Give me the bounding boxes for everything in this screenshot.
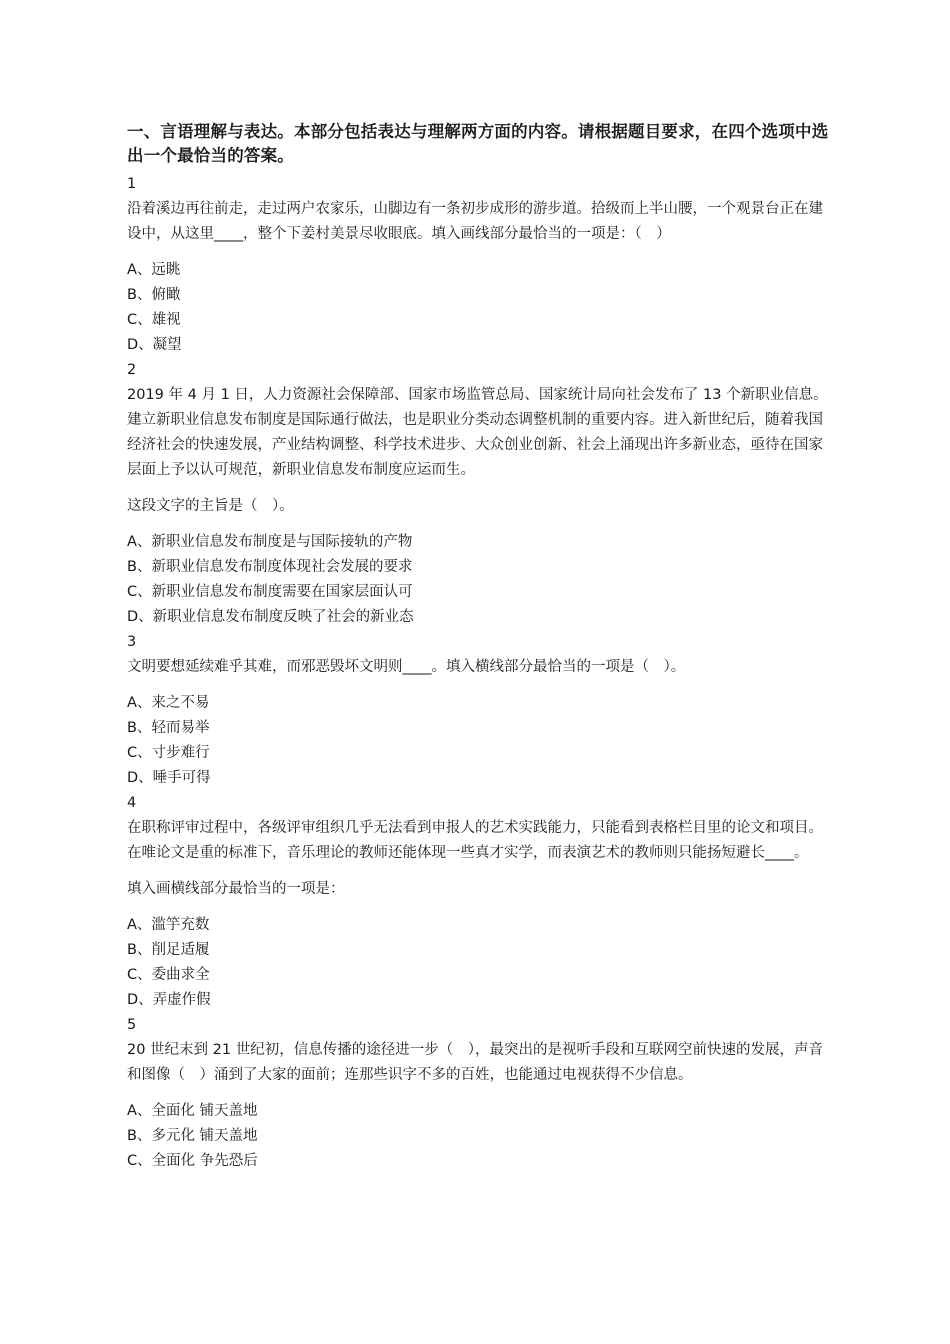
- option-d: D、凝望: [127, 337, 182, 353]
- option-list: [127, 530, 832, 630]
- question-number: 1: [127, 176, 137, 192]
- option-d: D、唾手可得: [127, 770, 211, 786]
- option-a: A、全面化 铺天盖地: [127, 1103, 258, 1119]
- question-stem: 填入画横线部分最恰当的一项是：: [127, 881, 345, 897]
- option-c: C、委曲求全: [127, 967, 210, 983]
- option-c: C、寸步难行: [127, 745, 210, 761]
- option-list: [127, 1099, 832, 1174]
- question-stem: 这段文字的主旨是（ ）。: [127, 498, 294, 514]
- question-stem: 沿着溪边再往前走，走过两户农家乐，山脚边有一条初步成形的游步道。拾级而上半山腰，一个观景台正在建设中，从这里____，整个下姜村美景尽收眼底。填入画线部分最恰当的一项是：（ ）: [127, 201, 823, 242]
- option-b: B、俯瞰: [127, 287, 181, 303]
- question-stem: 文明要想延续难乎其难，而邪恶毁坏文明则____。填入横线部分最恰当的一项是（ ）。: [127, 659, 686, 675]
- question-number: 3: [127, 634, 137, 650]
- option-a: A、远眺: [127, 262, 181, 278]
- question-block-3: [127, 630, 832, 791]
- option-b: B、轻而易举: [127, 720, 210, 736]
- option-list: [127, 258, 832, 358]
- option-a: A、滥竽充数: [127, 917, 210, 933]
- question-number: 2: [127, 362, 137, 378]
- option-list: [127, 691, 832, 791]
- question-passage: 在职称评审过程中，各级评审组织几乎无法看到申报人的艺术实践能力，只能看到表格栏目里的论文和项目。在唯论文是重的标准下，音乐理论的教师还能体现一些真才实学，而表演艺术的教师则只能扬短避长____。: [127, 820, 823, 861]
- section-heading: 一、言语理解与表达。本部分包括表达与理解两方面的内容。请根据题目要求，在四个选项中选出一个最恰当的答案。: [127, 122, 829, 165]
- option-list: [127, 913, 832, 1013]
- question-passage: 2019 年 4 月 1 日，人力资源社会保障部、国家市场监管总局、国家统计局向社会发布了 13 个新职业信息。建立新职业信息发布制度是国际通行做法，也是职业分类动态调整机制的重要内容。进入新世纪后，随着我国经济社会的快速发展，产业结构调整、科学技术进步、大众创业创新、社会上涌现出许多新业态，亟待在国家层面上予以认可规范，新职业信息发布制度应运而生。: [127, 387, 828, 478]
- question-block-2: [127, 358, 832, 630]
- option-d: D、新职业信息发布制度反映了社会的新业态: [127, 609, 414, 625]
- option-c: C、雄视: [127, 312, 181, 328]
- option-c: C、新职业信息发布制度需要在国家层面认可: [127, 584, 413, 600]
- question-number: 5: [127, 1017, 137, 1033]
- option-a: A、来之不易: [127, 695, 210, 711]
- question-stem: 20 世纪末到 21 世纪初，信息传播的途径进一步（ ），最突出的是视听手段和互联网空前快速的发展，声音和图像（ ）涌到了大家的面前；连那些识字不多的百姓，也能通过电视获得不少信息。: [127, 1042, 823, 1083]
- option-c: C、全面化 争先恐后: [127, 1153, 258, 1169]
- option-b: B、削足适履: [127, 942, 210, 958]
- question-number: 4: [127, 795, 137, 811]
- question-block-5: [127, 1013, 832, 1174]
- question-block-1: [127, 172, 832, 358]
- question-block-4: [127, 791, 832, 1013]
- option-b: B、新职业信息发布制度体现社会发展的要求: [127, 559, 413, 575]
- option-d: D、弄虚作假: [127, 992, 211, 1008]
- option-a: A、新职业信息发布制度是与国际接轨的产物: [127, 534, 413, 550]
- option-b: B、多元化 铺天盖地: [127, 1128, 258, 1144]
